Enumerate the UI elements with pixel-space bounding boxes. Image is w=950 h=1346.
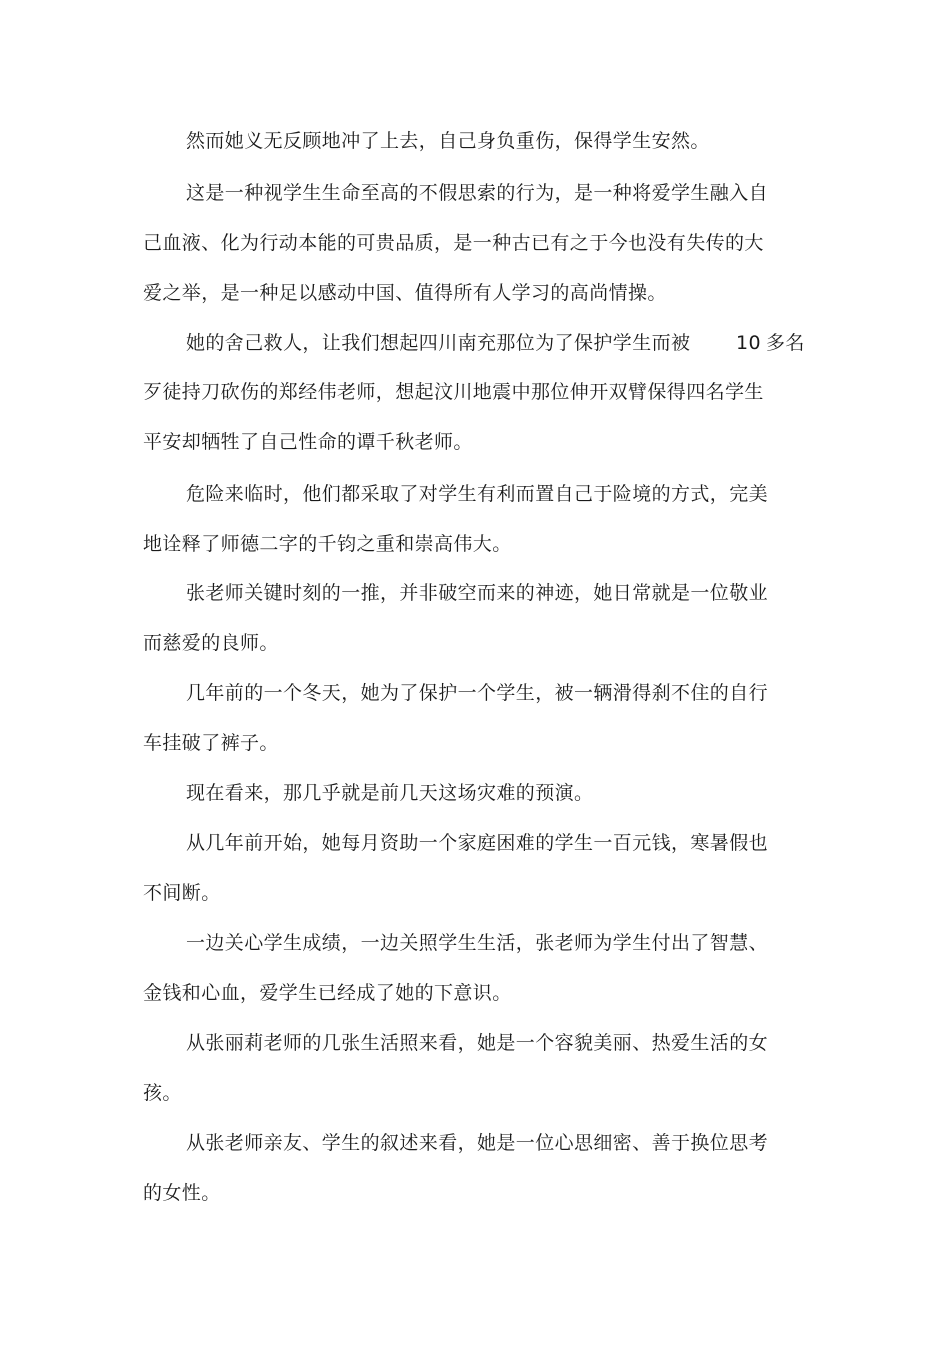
- text-line-18: 金钱和心血，爱学生已经成了她的下意识。: [143, 982, 512, 1004]
- text-line-2: 这是一种视学生生命至高的不假思索的行为，是一种将爱学生融入自: [186, 182, 769, 204]
- text-line-10: 张老师关键时刻的一推，并非破空而来的神迹，她日常就是一位敬业: [186, 582, 769, 604]
- text-line-22: 的女性。: [143, 1182, 221, 1204]
- text-line-8: 危险来临时，他们都采取了对学生有利而置自己于险境的方式，完美: [186, 483, 769, 505]
- text-line-3: 己血液、化为行动本能的可贵品质，是一种古已有之于今也没有失传的大: [143, 232, 764, 254]
- text-line-9: 地诠释了师德二字的千钧之重和崇高伟大。: [143, 533, 512, 555]
- text-line-20: 孩。: [143, 1082, 182, 1104]
- text-line-5: 她的舍己救人，让我们想起四川南充那位为了保护学生而被: [186, 332, 691, 354]
- text-line-12: 几年前的一个冬天，她为了保护一个学生，被一辆滑得刹不住的自行: [186, 682, 769, 704]
- text-line-13: 车挂破了裤子。: [143, 732, 279, 754]
- text-line-14: 现在看来，那几乎就是前几天这场灾难的预演。: [186, 782, 594, 804]
- text-line-4: 爱之举，是一种足以感动中国、值得所有人学习的高尚情操。: [143, 282, 667, 304]
- text-line-5-number: 10: [736, 332, 761, 354]
- text-line-11: 而慈爱的良师。: [143, 632, 279, 654]
- text-line-21: 从张老师亲友、学生的叙述来看，她是一位心思细密、善于换位思考: [186, 1132, 769, 1154]
- text-line-5-suffix: 多名: [766, 332, 805, 354]
- text-line-6: 歹徒持刀砍伤的郑经伟老师，想起汶川地震中那位伸开双臂保得四名学生: [143, 381, 764, 403]
- text-line-16: 不间断。: [143, 882, 221, 904]
- text-line-1: 然而她义无反顾地冲了上去，自己身负重伤，保得学生安然。: [186, 130, 710, 152]
- text-line-17: 一边关心学生成绩，一边关照学生生活，张老师为学生付出了智慧、: [186, 932, 769, 954]
- text-line-7: 平安却牺牲了自己性命的谭千秋老师。: [143, 431, 473, 453]
- text-line-15: 从几年前开始，她每月资助一个家庭困难的学生一百元钱，寒暑假也: [186, 832, 769, 854]
- text-line-19: 从张丽莉老师的几张生活照来看，她是一个容貌美丽、热爱生活的女: [186, 1032, 769, 1054]
